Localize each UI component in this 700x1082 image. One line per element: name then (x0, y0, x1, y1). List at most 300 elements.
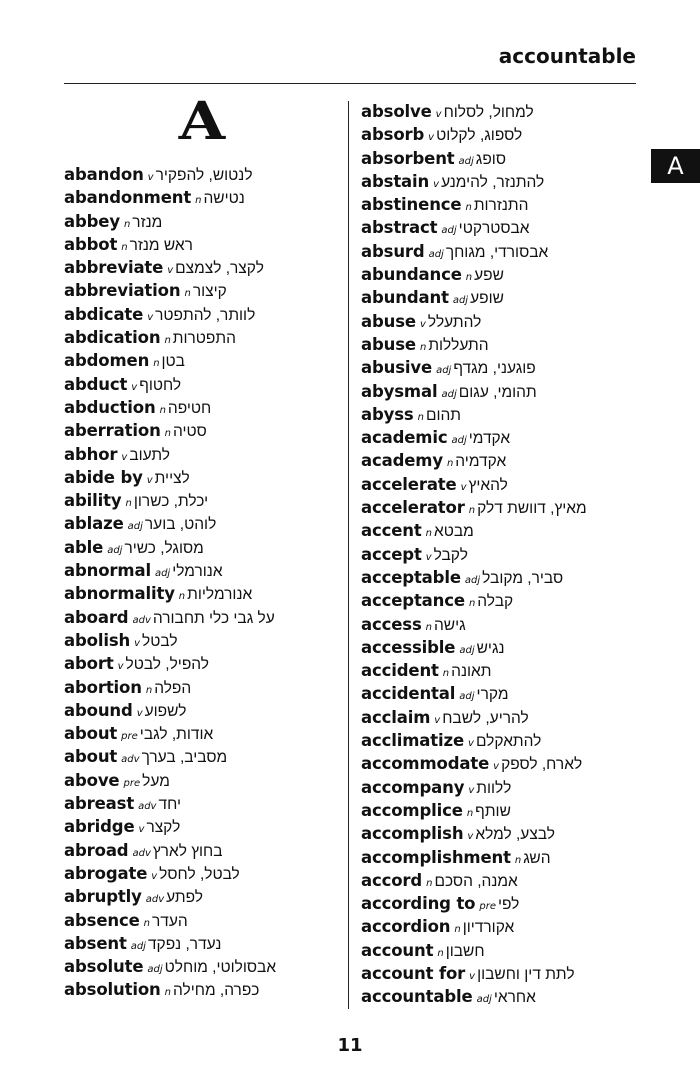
headword: abroad (64, 840, 129, 860)
headword: abhor (64, 444, 118, 464)
header-rule (64, 83, 636, 84)
dictionary-entry (361, 426, 587, 449)
hebrew-translation: מסביב, בערך (141, 749, 228, 767)
part-of-speech: v (469, 970, 476, 982)
dictionary-entry (361, 147, 587, 170)
dictionary-entry (64, 932, 276, 955)
part-of-speech: adv (145, 894, 165, 906)
headword: abstract (361, 218, 438, 238)
hebrew-translation: אודות, לגבי (139, 726, 214, 744)
dictionary-entry (361, 752, 587, 775)
hebrew-translation: מעל (142, 772, 170, 790)
part-of-speech: adj (476, 994, 492, 1006)
part-of-speech: adj (441, 225, 457, 237)
part-of-speech: v (167, 265, 174, 277)
dictionary-entry (64, 978, 276, 1001)
headword: accidental (361, 684, 456, 704)
dictionary-entry (361, 310, 587, 333)
headword: abort (64, 654, 114, 674)
hebrew-translation: אחראי (493, 989, 536, 1007)
hebrew-translation: חשבון (445, 942, 485, 960)
headword: abdicate (64, 304, 144, 324)
dictionary-entry (361, 170, 587, 193)
hebrew-translation: למחול, לסלוח (443, 104, 534, 121)
dictionary-entry (361, 659, 587, 682)
part-of-speech: v (425, 551, 432, 563)
dictionary-entry (64, 815, 276, 838)
dictionary-entry (64, 466, 276, 489)
hebrew-translation: אמנה, הסכם (434, 872, 518, 890)
hebrew-translation: להריע, לשבח (442, 709, 529, 727)
headword: abstinence (361, 195, 462, 215)
headword: aberration (64, 421, 161, 441)
hebrew-translation: לפתע (166, 889, 203, 907)
part-of-speech: n (419, 341, 427, 353)
headword: abysmal (361, 381, 438, 401)
part-of-speech: n (465, 272, 473, 284)
dictionary-entry (64, 489, 276, 512)
dictionary-entry (64, 652, 276, 675)
part-of-speech: v (428, 132, 435, 144)
hebrew-translation: שופע (470, 290, 504, 308)
hebrew-translation: יכלת, כשרון (133, 493, 209, 511)
hebrew-translation: מאיץ, דוושת דלק (477, 500, 587, 518)
hebrew-translation: לבצע, למלא (475, 826, 555, 844)
headword: abide by (64, 467, 143, 487)
dictionary-entry (361, 589, 587, 612)
part-of-speech: n (143, 917, 150, 929)
part-of-speech: n (123, 218, 131, 230)
hebrew-translation: לציית (154, 469, 190, 487)
left-column (64, 163, 276, 1002)
headword: abbreviate (64, 258, 164, 278)
hebrew-translation: לחטוף (139, 376, 182, 394)
headword: account (361, 940, 434, 960)
hebrew-translation: אבסולוטי, מוחלט (164, 959, 277, 977)
part-of-speech: n (468, 598, 476, 610)
dictionary-entry (64, 303, 276, 326)
headword: abyss (361, 404, 414, 424)
headword: accomplice (361, 800, 463, 820)
part-of-speech: pre (123, 777, 141, 789)
dictionary-entry (361, 892, 587, 915)
part-of-speech: n (125, 498, 132, 510)
headword: account for (361, 963, 466, 983)
dictionary-entry (361, 939, 587, 962)
hebrew-translation: מבטא (433, 523, 474, 541)
dictionary-entry (64, 233, 276, 256)
hebrew-translation: לתעוב (129, 446, 170, 464)
part-of-speech: n (442, 668, 450, 680)
part-of-speech: v (136, 707, 143, 719)
hebrew-translation: גישה (433, 616, 466, 634)
part-of-speech: v (138, 824, 145, 836)
hebrew-translation: תהומי, עגום (458, 383, 537, 401)
part-of-speech: n (514, 854, 522, 866)
hebrew-translation: סביר, מקובל (482, 569, 564, 587)
column-divider (348, 101, 349, 1009)
part-of-speech: adj (127, 521, 143, 533)
headword: aboard (64, 607, 129, 627)
hebrew-translation: ללוות (476, 779, 512, 797)
hebrew-translation: תאונה (451, 663, 492, 681)
headword: abolish (64, 630, 131, 650)
hebrew-translation: קבלה (477, 593, 514, 611)
hebrew-translation: סטיה (173, 423, 207, 441)
dictionary-entry (361, 822, 587, 845)
headword: abrogate (64, 863, 148, 883)
headword: accountable (361, 987, 473, 1007)
part-of-speech: n (425, 528, 432, 540)
headword: above (64, 770, 120, 790)
dictionary-entry (64, 955, 276, 978)
headword: abduction (64, 397, 156, 417)
part-of-speech: n (121, 241, 128, 253)
page-number: 11 (337, 1035, 363, 1056)
dictionary-entry (361, 333, 587, 356)
headword: accessible (361, 637, 456, 657)
part-of-speech: adj (147, 964, 163, 976)
hebrew-translation: להאיץ (468, 476, 508, 494)
headword: academy (361, 451, 443, 471)
dictionary-entry (361, 356, 587, 379)
part-of-speech: n (446, 458, 454, 470)
section-letter: A (178, 91, 226, 152)
dictionary-entry (64, 396, 276, 419)
part-of-speech: adj (130, 940, 146, 952)
part-of-speech: v (146, 474, 153, 486)
headword: academic (361, 428, 448, 448)
headword: accommodate (361, 754, 490, 774)
dictionary-entry (64, 512, 276, 535)
dictionary-entry (64, 769, 276, 792)
part-of-speech: adv (138, 801, 157, 813)
dictionary-entry (64, 699, 276, 722)
headword: abusive (361, 358, 433, 378)
headword: abbey (64, 211, 120, 231)
hebrew-translation: השג (523, 849, 551, 867)
dictionary-entry (361, 915, 587, 938)
dictionary-entry (361, 473, 587, 496)
part-of-speech: n (164, 428, 172, 440)
hebrew-translation: אקורדיון (462, 919, 515, 937)
headword: abdomen (64, 351, 150, 371)
dictionary-entry (361, 776, 587, 799)
headword: abdication (64, 328, 161, 348)
hebrew-translation: קיצור (192, 283, 227, 301)
dictionary-entry (64, 349, 276, 372)
hebrew-translation: לשפוע (144, 702, 187, 720)
part-of-speech: n (466, 807, 474, 819)
hebrew-translation: תהום (425, 406, 462, 424)
dictionary-entry (361, 706, 587, 729)
headword: accomplish (361, 824, 464, 844)
dictionary-entry (361, 519, 587, 542)
dictionary-entry (64, 186, 276, 209)
part-of-speech: n (164, 987, 171, 999)
dictionary-entry (64, 582, 276, 605)
dictionary-entry (361, 286, 587, 309)
hebrew-translation: ראש מנזר (129, 236, 193, 254)
headword: abbreviation (64, 281, 181, 301)
part-of-speech: n (159, 404, 166, 416)
hebrew-translation: מקרי (476, 686, 509, 704)
headword: abduct (64, 374, 128, 394)
running-head: accountable (498, 44, 636, 68)
headword: ablaze (64, 514, 124, 534)
hebrew-translation: לפי (498, 896, 520, 914)
headword: abuse (361, 311, 416, 331)
dictionary-entry (64, 792, 276, 815)
dictionary-entry (361, 240, 587, 263)
part-of-speech: n (178, 591, 186, 603)
part-of-speech: n (468, 505, 476, 517)
part-of-speech: v (147, 311, 154, 323)
dictionary-entry (64, 885, 276, 908)
headword: abstain (361, 171, 430, 191)
dictionary-entry (361, 403, 587, 426)
dictionary-entry (64, 745, 276, 768)
hebrew-translation: להפיל, לבטל (125, 656, 210, 674)
dictionary-entry (64, 163, 276, 186)
dictionary-entry (64, 419, 276, 442)
dictionary-entry (64, 536, 276, 559)
dictionary-entry (361, 496, 587, 519)
part-of-speech: adv (121, 754, 140, 766)
dictionary-entry (64, 629, 276, 652)
headword: absurd (361, 241, 425, 261)
part-of-speech: n (417, 411, 424, 423)
dictionary-entry (64, 606, 276, 629)
hebrew-translation: התפטרות (172, 330, 236, 348)
part-of-speech: v (131, 381, 138, 393)
part-of-speech: n (184, 288, 191, 300)
part-of-speech: v (121, 451, 128, 463)
hebrew-translation: להתעלל (427, 313, 482, 331)
hebrew-translation: להתנזר, להימנע (441, 173, 545, 191)
hebrew-translation: כפרה, מחילה (172, 982, 260, 1000)
part-of-speech: adj (154, 568, 171, 580)
hebrew-translation: נעדר, נפקד (147, 935, 222, 953)
hebrew-translation: הפלה (154, 679, 192, 697)
dictionary-entry (361, 216, 587, 239)
hebrew-translation: לבטל (142, 632, 178, 650)
part-of-speech: v (467, 831, 474, 843)
headword: absence (64, 910, 140, 930)
headword: accent (361, 521, 422, 541)
hebrew-translation: שפע (474, 267, 504, 285)
hebrew-translation: לקבל (433, 546, 468, 564)
part-of-speech: v (434, 714, 441, 726)
headword: abortion (64, 677, 142, 697)
hebrew-translation: לקצר (146, 819, 181, 837)
headword: absent (64, 933, 127, 953)
hebrew-translation: לנטוש, להפקיר (155, 167, 253, 184)
dictionary-entry (64, 559, 276, 582)
part-of-speech: n (454, 924, 461, 936)
headword: according to (361, 894, 476, 914)
hebrew-translation: לוהט, בוער (144, 516, 217, 534)
part-of-speech: n (465, 202, 472, 214)
headword: accident (361, 661, 439, 681)
part-of-speech: adj (451, 435, 467, 447)
hebrew-translation: התעללות (428, 336, 489, 354)
headword: absolute (64, 957, 144, 977)
part-of-speech: adj (459, 644, 475, 656)
part-of-speech: n (425, 621, 432, 633)
part-of-speech: adj (107, 544, 123, 556)
hebrew-translation: התנזרות (473, 197, 529, 215)
dictionary-entry (361, 682, 587, 705)
dictionary-entry (361, 729, 587, 752)
part-of-speech: adj (459, 691, 475, 703)
hebrew-translation: לקצר, לצמצם (175, 260, 264, 278)
part-of-speech: n (195, 195, 202, 207)
dictionary-entry (64, 326, 276, 349)
headword: able (64, 537, 104, 557)
part-of-speech: v (493, 761, 500, 773)
part-of-speech: v (433, 178, 440, 190)
right-column (361, 100, 587, 1009)
headword: accelerate (361, 474, 457, 494)
hebrew-translation: מנזר (132, 213, 163, 231)
part-of-speech: n (145, 684, 153, 696)
headword: acceptance (361, 591, 465, 611)
headword: abundant (361, 288, 449, 308)
part-of-speech: pre (479, 901, 496, 913)
hebrew-translation: אנורמליות (187, 586, 253, 604)
thumb-index-tab: A (651, 149, 700, 183)
hebrew-translation: על גבי כלי תחבורה (152, 609, 275, 627)
hebrew-translation: לוותר, להתפטר (155, 306, 256, 324)
dictionary-entry (361, 543, 587, 566)
dictionary-entry (361, 100, 587, 123)
dictionary-entry (361, 123, 587, 146)
part-of-speech: adj (464, 574, 481, 586)
hebrew-translation: לבטל, לחסל (159, 865, 240, 883)
dictionary-entry (361, 869, 587, 892)
hebrew-translation: בחוץ לארץ (152, 842, 223, 860)
dictionary-entry (64, 210, 276, 233)
dictionary-entry (64, 373, 276, 396)
headword: abandon (64, 165, 144, 184)
headword: absorb (361, 125, 425, 145)
hebrew-translation: לארח, לספק (501, 756, 583, 774)
headword: absolution (64, 980, 161, 1000)
dictionary-entry (361, 449, 587, 472)
dictionary-entry (361, 799, 587, 822)
headword: acclimatize (361, 731, 465, 751)
dictionary-entry (361, 613, 587, 636)
dictionary-entry (64, 279, 276, 302)
dictionary-entry (64, 909, 276, 932)
dictionary-entry (361, 962, 587, 985)
headword: abreast (64, 794, 135, 814)
headword: accomplishment (361, 847, 511, 867)
headword: abbot (64, 234, 118, 254)
headword: abruptly (64, 887, 142, 907)
hebrew-translation: אבסטרקטי (458, 220, 530, 238)
part-of-speech: adj (436, 365, 452, 377)
hebrew-translation: נטישה (203, 190, 245, 208)
dictionary-entry (361, 193, 587, 216)
part-of-speech: v (134, 637, 141, 649)
dictionary-entry (64, 443, 276, 466)
part-of-speech: v (468, 738, 474, 750)
headword: absorbent (361, 148, 455, 168)
part-of-speech: adv (132, 614, 151, 626)
dictionary-entry (361, 846, 587, 869)
dictionary-entry (64, 676, 276, 699)
hebrew-translation: נגיש (476, 639, 505, 657)
headword: accordion (361, 917, 451, 937)
headword: abound (64, 700, 133, 720)
part-of-speech: v (151, 870, 158, 882)
headword: abnormal (64, 561, 151, 581)
part-of-speech: v (468, 784, 475, 796)
part-of-speech: n (437, 947, 444, 959)
hebrew-translation: לתת דין וחשבון (477, 965, 575, 983)
headword: accept (361, 544, 422, 564)
headword: abnormality (64, 584, 175, 604)
headword: accelerator (361, 498, 465, 518)
part-of-speech: n (153, 358, 160, 370)
headword: acceptable (361, 567, 461, 587)
dictionary-entry (361, 566, 587, 589)
part-of-speech: adj (452, 295, 469, 307)
part-of-speech: v (419, 318, 426, 330)
hebrew-translation: מסוגל, כשיר (124, 539, 204, 557)
part-of-speech: n (426, 877, 433, 889)
hebrew-translation: יחד (158, 796, 181, 814)
headword: access (361, 614, 422, 634)
dictionary-entry (361, 636, 587, 659)
hebrew-translation: אנורמלי (172, 563, 223, 581)
hebrew-translation: חטיפה (167, 399, 212, 417)
dictionary-entry (64, 862, 276, 885)
part-of-speech: v (435, 109, 442, 120)
hebrew-translation: שותף (475, 802, 511, 820)
headword: absolve (361, 102, 432, 121)
headword: accord (361, 870, 423, 890)
hebrew-translation: להתאקלם (475, 733, 542, 751)
dictionary-entry (361, 985, 587, 1008)
dictionary-entry (64, 256, 276, 279)
dictionary-entry (361, 263, 587, 286)
hebrew-translation: לספוג, לקלוט (436, 127, 523, 145)
hebrew-translation: העדר (151, 912, 188, 930)
hebrew-translation: פוגעני, מגדף (453, 360, 536, 378)
headword: abuse (361, 334, 416, 354)
headword: about (64, 724, 118, 744)
part-of-speech: adv (132, 847, 151, 859)
headword: ability (64, 491, 122, 511)
part-of-speech: adj (458, 155, 474, 167)
headword: abridge (64, 817, 135, 837)
hebrew-translation: אקדמיה (455, 453, 507, 471)
part-of-speech: v (147, 172, 154, 183)
dictionary-entry (361, 380, 587, 403)
headword: about (64, 747, 118, 767)
dictionary-entry (64, 722, 276, 745)
part-of-speech: v (460, 481, 467, 493)
hebrew-translation: אבסורדי, מגוחך (445, 243, 549, 261)
dictionary-entry (64, 839, 276, 862)
part-of-speech: pre (121, 731, 138, 743)
hebrew-translation: בטן (161, 353, 185, 371)
headword: abandonment (64, 188, 192, 208)
headword: acclaim (361, 707, 431, 727)
